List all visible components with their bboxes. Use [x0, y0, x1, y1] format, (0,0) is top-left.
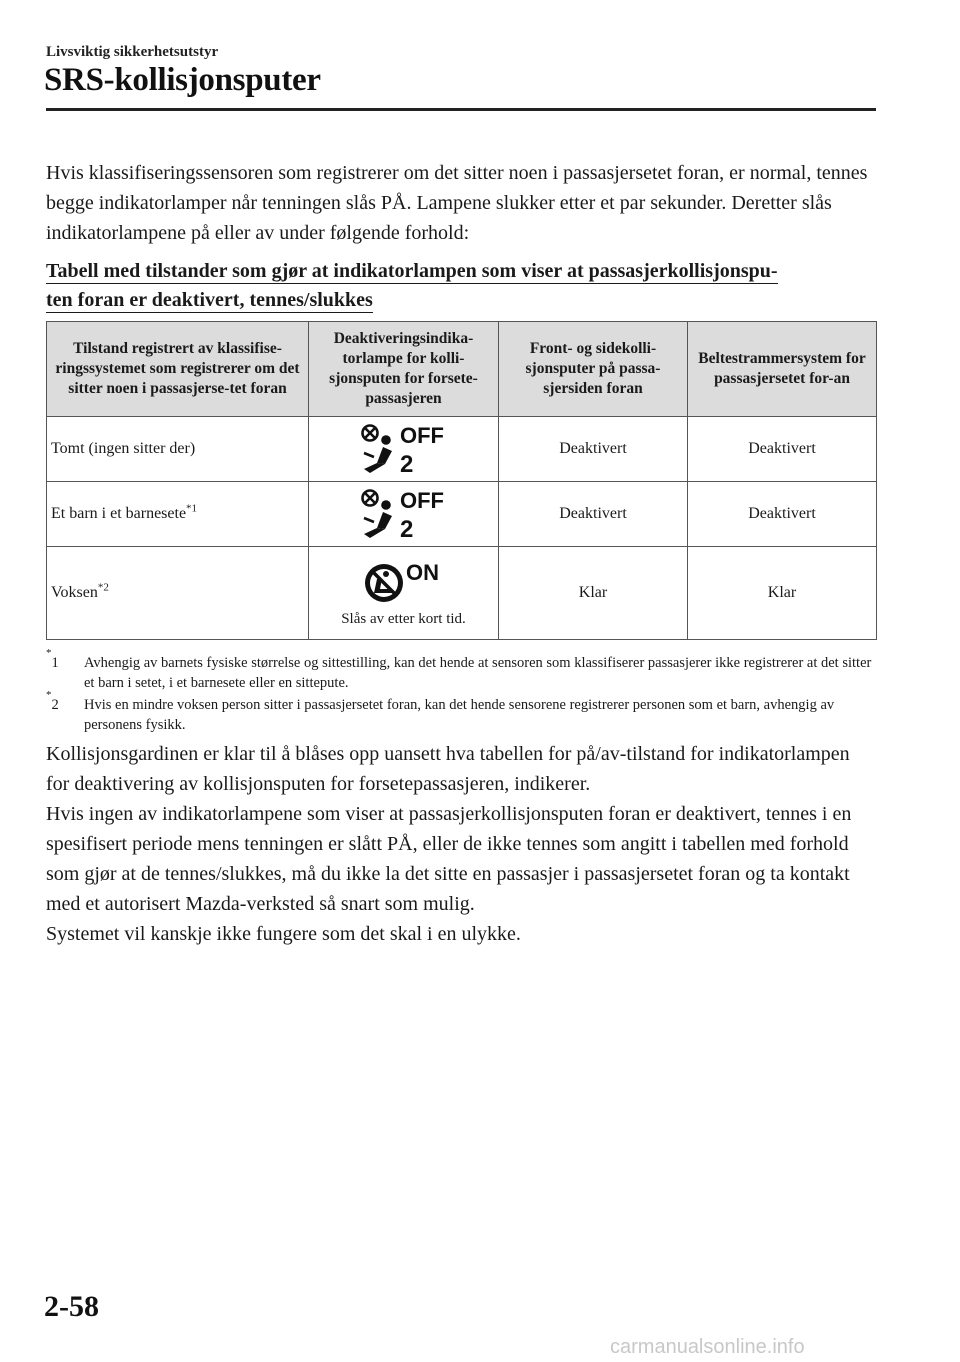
footnote-1	[46, 647, 878, 693]
table-heading-line-2: ten foran er deaktivert, tennes/slukkes	[46, 289, 373, 311]
section-label: Livsviktig sikkerhetsutstyr	[46, 44, 219, 60]
header-pretensioner: Beltestrammersystem for passasjersetet for-an	[688, 322, 877, 417]
table-row	[47, 417, 877, 482]
lamp-off-label: OFF	[399, 488, 444, 513]
page-title: SRS-kollisjonsputer	[44, 62, 321, 98]
header-condition: Tilstand registrert av klassifise-ringssystemet som registrerer om det sitter noen i passasjerse-tet foran	[47, 322, 309, 417]
lamp-on-label: ON	[405, 560, 439, 585]
condition-text: Voksen	[51, 584, 98, 601]
table-heading-line-1: Tabell med tilstander som gjør at indikatorlampen som viser at passasjerkollisjonspu-	[46, 260, 778, 282]
table-header-row	[47, 322, 877, 417]
footnote-text: Avhengig av barnets fysiske størrelse og sittestilling, kan det hende at sensoren som klassifiserer passasjerer ikke registrerer at det sitter et barn i setet, i et barnesete eller en sittepute.	[84, 655, 872, 691]
condition-cell	[47, 417, 309, 482]
body-paragraph-1: Kollisjonsgardinen er klar til å blåses opp uansett hva tabellen for på/av-tilstand for indikatorlampen for deaktivering av kollisjonsputen for forsetepassasjeren, indikerer.	[46, 743, 850, 795]
lamp-cell	[309, 482, 499, 547]
passenger-seat-number: 2	[399, 516, 413, 542]
condition-text: Tomt (ingen sitter der)	[51, 440, 196, 457]
table-row	[47, 482, 877, 547]
header-indicator-lamp: Deaktiveringsindika-torlampe for kolli-sjonsputen for forsete-passasjeren	[309, 322, 499, 417]
watermark: carmanualsonline.info	[610, 1336, 805, 1358]
footnote-ref: *2	[97, 581, 109, 594]
airbag-off-indicator-icon	[356, 421, 452, 477]
condition-text: Et barn i et barnesete	[51, 505, 187, 522]
footnote-mark: *1	[46, 647, 59, 671]
lamp-off-label: OFF	[399, 423, 444, 448]
footnote-2	[46, 689, 878, 735]
table-heading	[46, 257, 876, 315]
body-paragraph-2: Hvis ingen av indikatorlampene som viser at passasjerkollisjonsputen foran er deaktivert, tennes i en spesifisert periode mens tenningen er slått PÅ, eller de ikke tennes som angitt i tabellen med forhold som gjør at de tennes/slukkes, må du ikke la det sitte en passasjer i passasjersetet foran og ta kontakt med et autorisert Mazda-verksted så snart som mulig.	[46, 803, 852, 915]
page-number: 2-58	[44, 1290, 99, 1323]
pretensioner-cell: Deaktivert	[688, 482, 877, 547]
footnote-text: Hvis en mindre voksen person sitter i passasjersetet foran, kan det hende sensorene registrerer personen som et barn, avhengig av personens fysikk.	[84, 697, 835, 733]
front-side-airbags-cell: Deaktivert	[499, 482, 688, 547]
title-rule	[46, 108, 876, 111]
front-side-airbags-cell: Klar	[499, 547, 688, 640]
lamp-cell	[309, 417, 499, 482]
body-text	[46, 739, 876, 949]
condition-cell	[47, 482, 309, 547]
pretensioner-cell: Deaktivert	[688, 417, 877, 482]
airbag-on-indicator-icon	[354, 557, 454, 607]
front-side-airbags-cell: Deaktivert	[499, 417, 688, 482]
pretensioner-cell: Klar	[688, 547, 877, 640]
passenger-seat-number: 2	[399, 451, 413, 477]
footnotes	[46, 647, 878, 737]
indicator-status-table	[46, 321, 877, 640]
lamp-note: Slås av etter kort tid.	[341, 611, 466, 627]
table-row	[47, 547, 877, 640]
lamp-cell	[309, 547, 499, 640]
header-front-side-airbags: Front- og sidekolli-sjonsputer på passa-sjersiden foran	[499, 322, 688, 417]
footnote-ref: *1	[186, 502, 198, 515]
footnote-mark: *2	[46, 689, 59, 713]
condition-cell	[47, 547, 309, 640]
intro-paragraph: Hvis klassifiseringssensoren som registrerer om det sitter noen i passasjersetet foran, er normal, tennes begge indikatorlamper når tenningen slås PÅ. Lampene slukker etter et par sekunder. Deretter slås indikatorlampene på eller av under følgende forhold:	[46, 162, 868, 244]
body-paragraph-3: Systemet vil kanskje ikke fungere som det skal i en ulykke.	[46, 923, 521, 945]
airbag-off-indicator-icon	[356, 486, 452, 542]
